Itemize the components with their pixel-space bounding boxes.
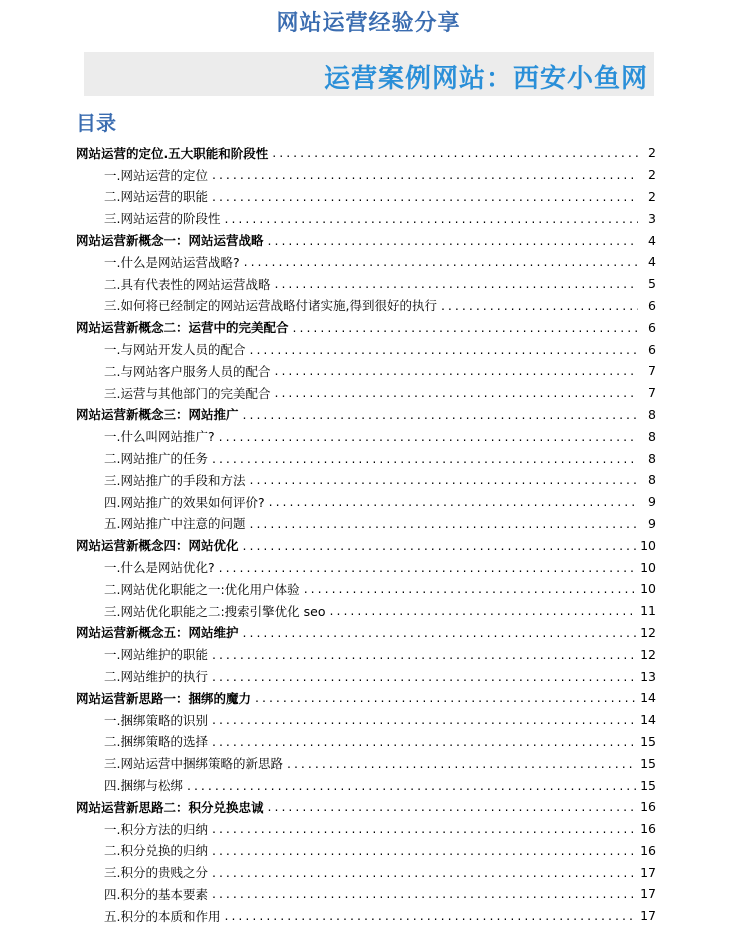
document-title: 网站运营经验分享 (276, 11, 461, 36)
toc-section-entry[interactable] (76, 840, 656, 862)
toc-page-number: 6 (648, 341, 656, 357)
dot-leader (330, 603, 637, 618)
dot-leader (249, 472, 638, 487)
toc-entry-title: 网站运营新思路二：积分兑换忠诚 (76, 799, 264, 815)
dot-leader (212, 647, 636, 662)
toc-chapter-entry[interactable] (76, 404, 656, 426)
toc-section-entry[interactable] (76, 207, 656, 229)
toc-section-entry[interactable] (76, 643, 656, 665)
dot-leader (212, 821, 636, 836)
toc-page-number: 14 (640, 690, 656, 706)
dot-leader (212, 189, 638, 204)
toc-entry-title: 网站运营新概念一：网站运营战略 (76, 233, 264, 249)
banner-text: 运营案例网站：西安小鱼网 (324, 64, 649, 94)
dot-leader (224, 211, 638, 226)
toc-entry-title: 四.捆绑与松绑 (104, 778, 183, 793)
toc-page-number: 2 (648, 167, 656, 183)
toc-entry-title: 一.积分方法的归纳 (104, 821, 208, 837)
toc-chapter-entry[interactable] (76, 316, 656, 338)
toc-entry-title: 三.如何将已经制定的网站运营战略付诸实施,得到很好的执行 (104, 298, 437, 314)
toc-page-number: 17 (640, 886, 656, 902)
toc-entry-title: 一.与网站开发人员的配合 (104, 342, 246, 358)
toc-entry-title: 二.网站运营的职能 (104, 189, 208, 205)
toc-section-entry[interactable] (76, 513, 656, 535)
dot-leader (268, 233, 638, 248)
toc-chapter-entry[interactable] (76, 687, 656, 709)
toc-section-entry[interactable] (76, 360, 656, 382)
dot-leader (249, 342, 638, 357)
toc-section-entry[interactable] (76, 556, 656, 578)
toc-page-number: 5 (648, 276, 656, 292)
toc-page-number: 16 (640, 821, 656, 837)
toc-page-number: 7 (648, 363, 656, 379)
dot-leader (212, 886, 636, 901)
toc-page-number: 9 (648, 515, 656, 531)
dot-leader (212, 734, 636, 749)
toc-entry-title: 三.网站推广的手段和方法 (104, 472, 246, 488)
toc-section-entry[interactable] (76, 752, 656, 774)
toc-entry-title: 一.什么是网站运营战略? (104, 254, 240, 270)
toc-section-entry[interactable] (76, 578, 656, 600)
toc-entry-title: 四.积分的基本要素 (104, 886, 208, 902)
toc-entry-title: 网站运营新概念二：运营中的完美配合 (76, 320, 289, 336)
toc-page-number: 17 (640, 864, 656, 880)
toc-page-number: 16 (640, 799, 656, 815)
toc-entry-title: 二.网站维护的执行 (104, 669, 208, 685)
toc-chapter-entry[interactable] (76, 796, 656, 818)
toc-section-entry[interactable] (76, 665, 656, 687)
toc-section-entry[interactable] (76, 186, 656, 208)
toc-section-entry[interactable] (76, 295, 656, 317)
toc-entry-title: 三.网站运营的阶段性 (104, 211, 221, 227)
toc-page-number: 10 (640, 581, 656, 597)
dot-leader (249, 516, 638, 531)
toc-heading: 目录 (76, 111, 116, 135)
toc-page-number: 2 (648, 145, 656, 161)
toc-entry-title: 一.捆绑策略的识别 (104, 712, 208, 728)
toc-page-number: 11 (640, 603, 656, 619)
dot-leader (212, 865, 636, 880)
toc-page-number: 14 (640, 712, 656, 728)
toc-section-entry[interactable] (76, 731, 656, 753)
toc-chapter-entry[interactable] (76, 142, 656, 164)
toc-entry-title: 三.运营与其他部门的完美配合 (104, 385, 271, 401)
toc-entry-title: 一.网站维护的职能 (104, 647, 208, 663)
toc-page-number: 2 (648, 188, 656, 204)
dot-leader (272, 145, 638, 160)
dot-leader (269, 494, 638, 509)
dot-leader (212, 843, 636, 858)
dot-leader (304, 581, 636, 596)
toc-entry-title: 二.具有代表性的网站运营战略 (104, 276, 271, 292)
toc-page-number: 8 (648, 472, 656, 488)
dot-leader (274, 276, 638, 291)
dot-leader (243, 407, 638, 422)
toc-section-entry[interactable] (76, 469, 656, 491)
dot-leader (219, 429, 638, 444)
dot-leader (287, 756, 636, 771)
toc-entry-title: 一.什么是网站优化? (104, 560, 215, 576)
banner-image (84, 52, 654, 96)
toc-section-entry[interactable] (76, 600, 656, 622)
table-of-contents (76, 142, 656, 927)
toc-entry-title: 二.网站推广的任务 (104, 451, 208, 467)
toc-page-number: 4 (648, 254, 656, 270)
toc-page-number: 6 (648, 297, 656, 313)
toc-section-entry[interactable] (76, 164, 656, 186)
toc-section-entry[interactable] (76, 861, 656, 883)
dot-leader (293, 320, 638, 335)
toc-entry-title: 二.积分兑换的归纳 (104, 843, 208, 859)
toc-page-number: 4 (648, 232, 656, 248)
toc-chapter-entry[interactable] (76, 229, 656, 251)
toc-page-number: 15 (640, 755, 656, 771)
toc-chapter-entry[interactable] (76, 534, 656, 556)
toc-section-entry[interactable] (76, 905, 656, 927)
toc-page-number: 16 (640, 842, 656, 858)
toc-entry-title: 五.积分的本质和作用 (104, 908, 221, 924)
dot-leader (274, 385, 638, 400)
toc-entry-title: 二.与网站客户服务人员的配合 (104, 363, 271, 379)
toc-page-number: 8 (648, 428, 656, 444)
toc-section-entry[interactable] (76, 774, 656, 796)
toc-entry-title: 网站运营新概念三：网站推广 (76, 407, 239, 423)
toc-entry-title: 四.网站推广的效果如何评价? (104, 494, 265, 510)
toc-section-entry[interactable] (76, 491, 656, 513)
toc-page-number: 10 (640, 537, 656, 553)
dot-leader (212, 669, 636, 684)
toc-page-number: 13 (640, 668, 656, 684)
toc-section-entry[interactable] (76, 338, 656, 360)
toc-chapter-entry[interactable] (76, 622, 656, 644)
toc-section-entry[interactable] (76, 447, 656, 469)
toc-section-entry[interactable] (76, 709, 656, 731)
toc-entry-title: 一.什么叫网站推广? (104, 429, 215, 445)
toc-page-number: 9 (648, 494, 656, 510)
toc-page-number: 7 (648, 385, 656, 401)
toc-page-number: 8 (648, 450, 656, 466)
dot-leader (243, 538, 637, 553)
toc-entry-title: 网站运营新思路一：捆绑的魔力 (76, 690, 252, 706)
toc-entry-title: 三.积分的贵贱之分 (104, 865, 208, 881)
toc-page-number: 10 (640, 559, 656, 575)
dot-leader (274, 363, 638, 378)
dot-leader (219, 560, 636, 575)
toc-entry-title: 网站运营的定位.五大职能和阶段性 (76, 145, 269, 161)
dot-leader (255, 690, 636, 705)
toc-page-number: 6 (648, 319, 656, 335)
toc-page-number: 12 (640, 624, 656, 640)
dot-leader (212, 167, 638, 182)
toc-section-entry[interactable] (76, 251, 656, 273)
toc-page-number: 15 (640, 777, 656, 793)
toc-entry-title: 五.网站推广中注意的问题 (104, 516, 246, 532)
toc-entry-title: 二.捆绑策略的选择 (104, 734, 208, 750)
toc-section-entry[interactable] (76, 883, 656, 905)
toc-page-number: 15 (640, 733, 656, 749)
toc-entry-title: 网站运营新概念四：网站优化 (76, 538, 239, 554)
toc-entry-title: 一.网站运营的定位 (104, 167, 208, 183)
toc-entry-title: 三.网站运营中捆绑策略的新思路 (104, 756, 283, 772)
toc-entry-title: 二.网站优化职能之一:优化用户体验 (104, 581, 300, 597)
dot-leader (268, 799, 637, 814)
dot-leader (224, 908, 636, 923)
dot-leader (243, 625, 637, 640)
toc-entry-title: 网站运营新概念五：网站维护 (76, 625, 239, 641)
dot-leader (441, 298, 638, 313)
toc-section-entry[interactable] (76, 425, 656, 447)
toc-page-number: 3 (648, 210, 656, 226)
toc-page-number: 17 (640, 908, 656, 924)
toc-section-entry[interactable] (76, 818, 656, 840)
dot-leader (187, 778, 636, 793)
toc-entry-title: 三.网站优化职能之二:搜索引擎优化 seo (104, 603, 326, 619)
dot-leader (244, 254, 638, 269)
toc-section-entry[interactable] (76, 382, 656, 404)
toc-section-entry[interactable] (76, 273, 656, 295)
dot-leader (212, 712, 636, 727)
dot-leader (212, 451, 638, 466)
toc-page-number: 8 (648, 406, 656, 422)
toc-page-number: 12 (640, 646, 656, 662)
